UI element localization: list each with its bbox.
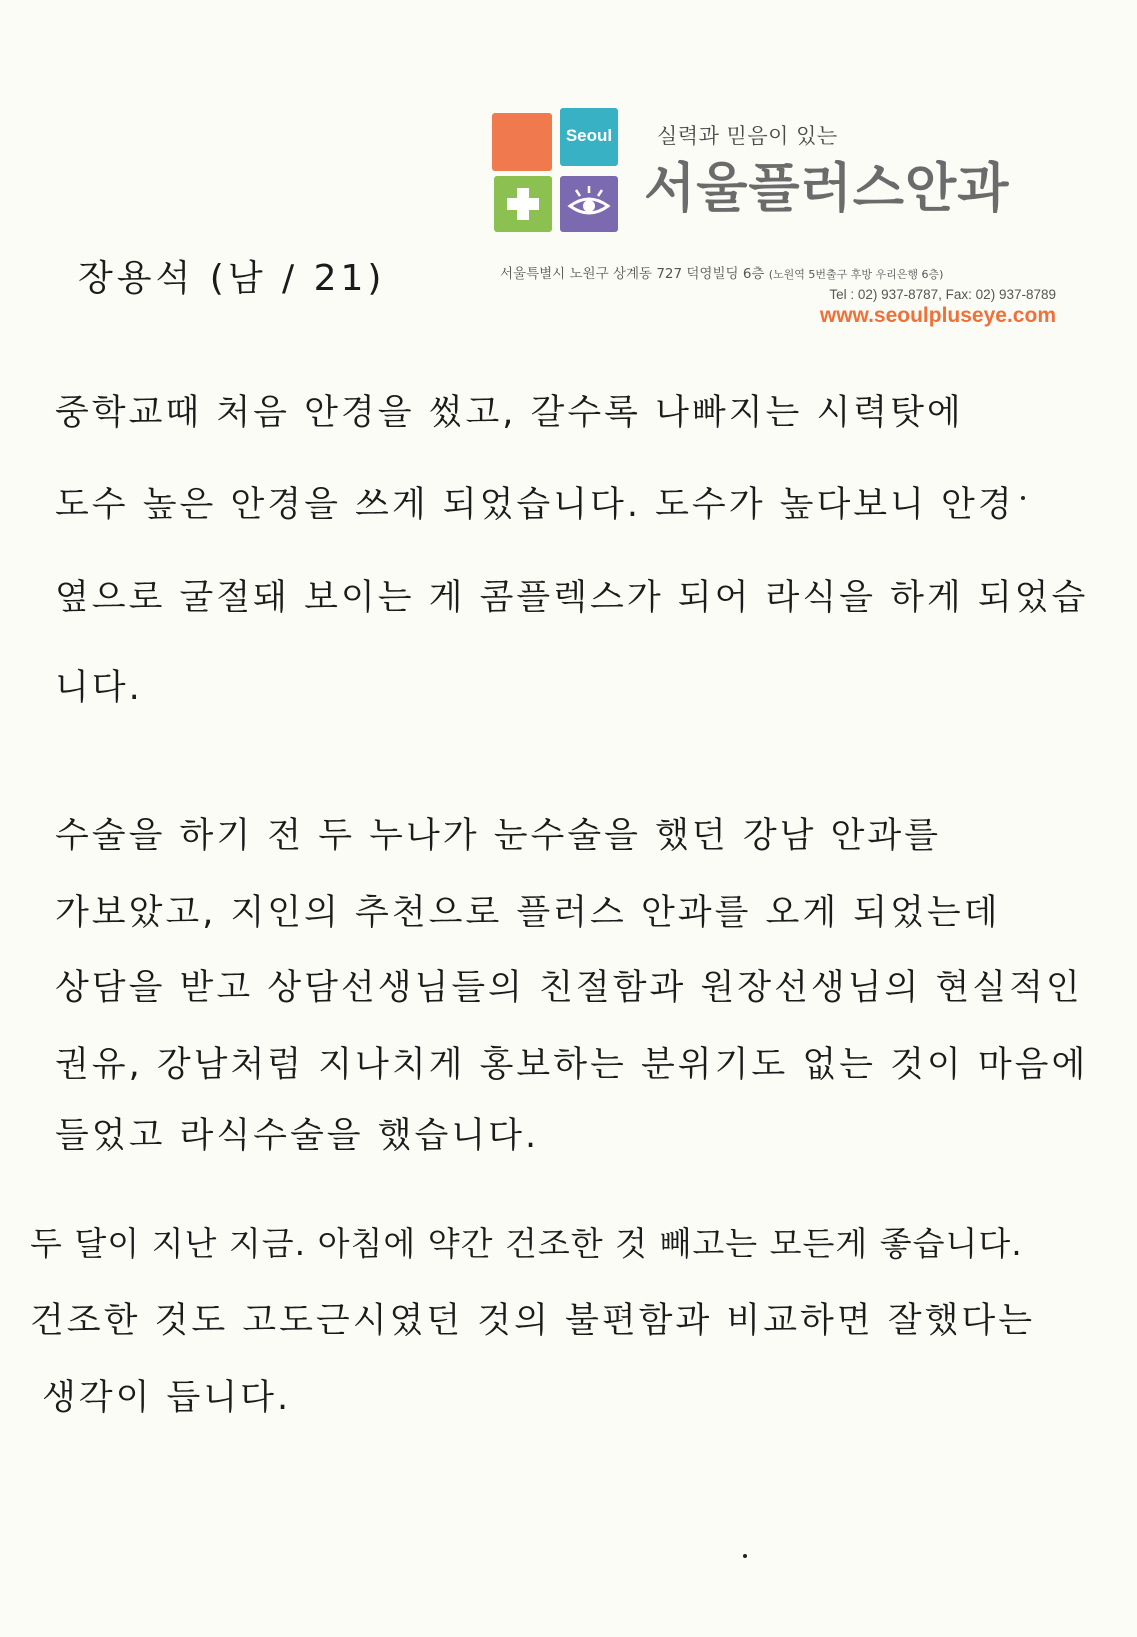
clinic-tagline: 실력과 믿음이 있는 bbox=[657, 124, 838, 148]
address-note: (노원역 5번출구 후방 우리은행 6층) bbox=[768, 268, 944, 281]
paragraph-2-line-4: 권유, 강남처럼 지나치게 홍보하는 분위기도 없는 것이 마음에 bbox=[55, 1045, 1089, 1085]
paragraph-2-line-1: 수술을 하기 전 두 누나가 눈수술을 했던 강남 안과를 bbox=[55, 816, 942, 856]
clinic-website: www.seoulpluseye.com bbox=[819, 304, 1056, 327]
ink-speck bbox=[743, 1554, 747, 1558]
logo-orange-square bbox=[492, 113, 552, 171]
clinic-name: 서울플러스안과 bbox=[644, 158, 1010, 219]
address-main: 서울특별시 노원구 상계동 727 덕영빌딩 6층 bbox=[500, 266, 765, 282]
clinic-logo bbox=[492, 108, 618, 234]
plus-icon bbox=[494, 176, 552, 232]
clinic-contact: Tel : 02) 937-8787, Fax: 02) 937-8789 bbox=[829, 287, 1056, 302]
eye-icon bbox=[560, 176, 618, 232]
ink-speck bbox=[1021, 496, 1025, 500]
letter-author: 장용석 (남 / 21) bbox=[78, 258, 386, 299]
paragraph-3-line-1: 두 달이 지난 지금. 아침에 약간 건조한 것 빼고는 모든게 좋습니다. bbox=[30, 1224, 1023, 1263]
clinic-address bbox=[500, 262, 1058, 282]
paragraph-2-line-5: 들었고 라식수술을 했습니다. bbox=[55, 1116, 540, 1156]
logo-seoul-text: Seoul bbox=[565, 126, 613, 145]
paragraph-1-line-1: 중학교때 처음 안경을 썼고, 갈수록 나빠지는 시력탓에 bbox=[55, 393, 964, 433]
paragraph-1-line-3: 옆으로 굴절돼 보이는 게 콤플렉스가 되어 라식을 하게 되었습 bbox=[55, 578, 1089, 618]
paragraph-1-line-2: 도수 높은 안경을 쓰게 되었습니다. 도수가 높다보니 안경 bbox=[55, 485, 1015, 525]
paragraph-2-line-3: 상담을 받고 상담선생님들의 친절함과 원장선생님의 현실적인 bbox=[55, 968, 1083, 1008]
paragraph-3-line-3: 생각이 듭니다. bbox=[42, 1378, 292, 1418]
paragraph-3-line-2: 건조한 것도 고도근시였던 것의 불편함과 비교하면 잘했다는 bbox=[30, 1301, 1036, 1341]
paragraph-1-line-4: 니다. bbox=[55, 668, 143, 708]
paragraph-2-line-2: 가보았고, 지인의 추천으로 플러스 안과를 오게 되었는데 bbox=[55, 893, 1001, 933]
